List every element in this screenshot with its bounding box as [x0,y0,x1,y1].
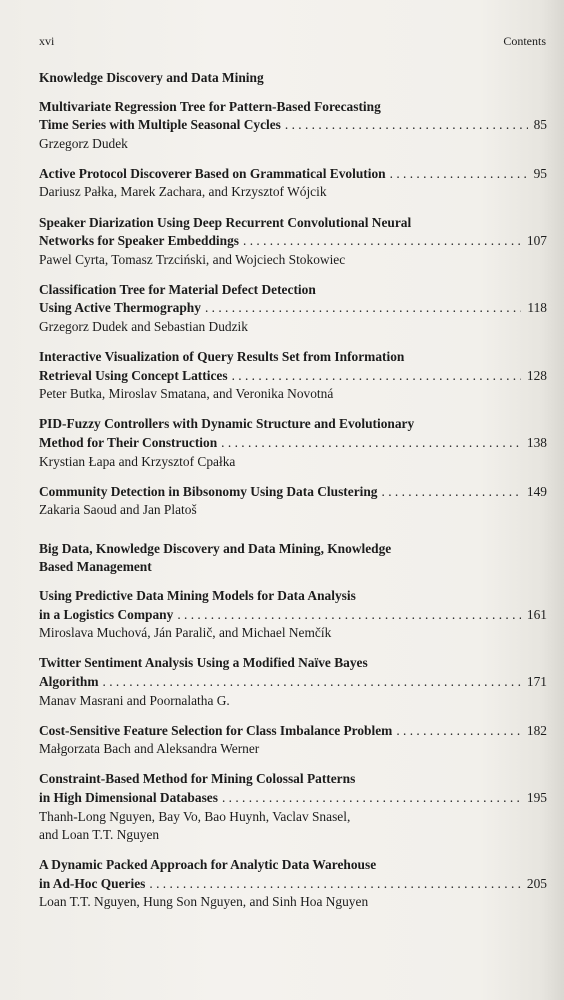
entry-page: 128 [526,367,547,383]
leader-dots [232,367,521,386]
entry-authors: Małgorzata Bach and Aleksandra Werner [39,741,260,757]
entry-authors: Thanh-Long Nguyen, Bay Vo, Bao Huynh, Vaclav Snasel, [39,808,351,824]
entry-title-line: Active Protocol Discoverer Based on Grammatical Evolution [39,165,386,181]
entry-title-line: Time Series with Multiple Seasonal Cycles [39,117,281,133]
entry-title-line: Networks for Speaker Embeddings [39,233,240,249]
entry-title-line: Speaker Diarization Using Deep Recurrent Convolutional Neural [39,214,412,230]
section-title: Knowledge Discovery and Data Mining [39,70,264,85]
section-title [39,540,547,577]
entry-page: 195 [526,789,547,805]
running-title: Contents [503,34,546,48]
toc-entry [39,483,547,520]
entry-authors: Grzegorz Dudek and Sebastian Dudzik [39,319,248,335]
entry-authors: Pawel Cyrta, Tomasz Trzciński, and Wojciech Stokowiec [39,251,346,267]
leader-dots [205,299,521,318]
entry-title-line: Community Detection in Bibsonomy Using Data Clustering [39,483,378,499]
leader-dots [149,875,521,894]
leader-dots [177,606,521,625]
entry-authors: Loan T.T. Nguyen, Hung Son Nguyen, and Sinh Hoa Nguyen [39,894,369,910]
leader-dots [221,434,521,453]
toc-entry [39,165,547,202]
entry-authors: and Loan T.T. Nguyen [39,827,160,843]
entry-title-line: Using Predictive Data Mining Models for Data Analysis [39,588,356,604]
entry-title-line: Classification Tree for Material Defect Detection [39,281,316,297]
leader-dots [243,232,521,251]
entry-page: 161 [526,606,547,622]
entry-title-line: A Dynamic Packed Approach for Analytic Data Warehouse [39,857,377,873]
entry-authors: Miroslava Muchová, Ján Paralič, and Michael Nemčík [39,625,332,641]
entry-authors: Dariusz Pałka, Marek Zachara, and Krzysztof Wójcik [39,184,327,200]
entry-title-line: Twitter Sentiment Analysis Using a Modified Naïve Bayes [39,655,368,671]
leader-dots [285,116,528,135]
entry-page: 149 [526,483,547,499]
toc-entry [39,214,547,270]
section-title-line: Based Management [39,559,152,575]
entry-title-line: Constraint-Based Method for Mining Colossal Patterns [39,771,356,787]
toc-entry [39,654,547,710]
entry-title-line: in a Logistics Company [39,606,174,622]
toc-entry [39,98,547,154]
leader-dots [222,789,521,808]
table-of-contents [39,69,547,923]
entry-page: 118 [527,300,547,316]
entry-title-line: Method for Their Construction [39,435,218,450]
entry-authors: Zakaria Saoud and Jan Platoš [39,502,197,518]
entry-title-line: Algorithm [39,673,99,689]
toc-entry [39,587,547,643]
leader-dots [103,673,521,692]
entry-authors: Krystian Łapa and Krzysztof Cpałka [39,453,236,469]
entry-title-line: Cost-Sensitive Feature Selection for Class Imbalance Problem [39,722,393,738]
entry-title-line: Using Active Thermography [39,300,201,316]
entry-page: 205 [526,875,547,891]
entry-authors: Grzegorz Dudek [39,135,128,151]
toc-entry [39,415,547,471]
entry-authors: Peter Butka, Miroslav Smatana, and Veronika Novotná [39,386,334,402]
section-title-line: Big Data, Knowledge Discovery and Data Mining, Knowledge [39,540,392,556]
leader-dots [396,722,521,741]
entry-title-line: in Ad-Hoc Queries [39,875,146,891]
entry-title-line: Multivariate Regression Tree for Pattern-Based Forecasting [39,98,381,114]
page-number: xvi [39,34,55,48]
entry-title-line: in High Dimensional Databases [39,789,218,805]
leader-dots [382,483,521,502]
entry-page: 107 [526,233,547,249]
entry-page: 171 [526,673,547,689]
leader-dots [390,165,528,184]
toc-entry [39,722,547,759]
toc-entry [39,770,547,844]
entry-authors: Manav Masrani and Poornalatha G. [39,692,230,708]
toc-entry [39,348,547,404]
entry-page: 182 [526,722,547,738]
toc-entry [39,281,547,337]
entry-page: 85 [533,117,547,133]
entry-title-line: Interactive Visualization of Query Results Set from Information [39,349,405,365]
entry-page: 95 [533,165,547,181]
entry-title-line: PID-Fuzzy Controllers with Dynamic Structure and Evolutionary [39,416,415,432]
entry-title-line: Retrieval Using Concept Lattices [39,367,228,383]
running-header [39,34,546,52]
entry-page: 138 [526,435,547,450]
toc-entry [39,856,547,912]
